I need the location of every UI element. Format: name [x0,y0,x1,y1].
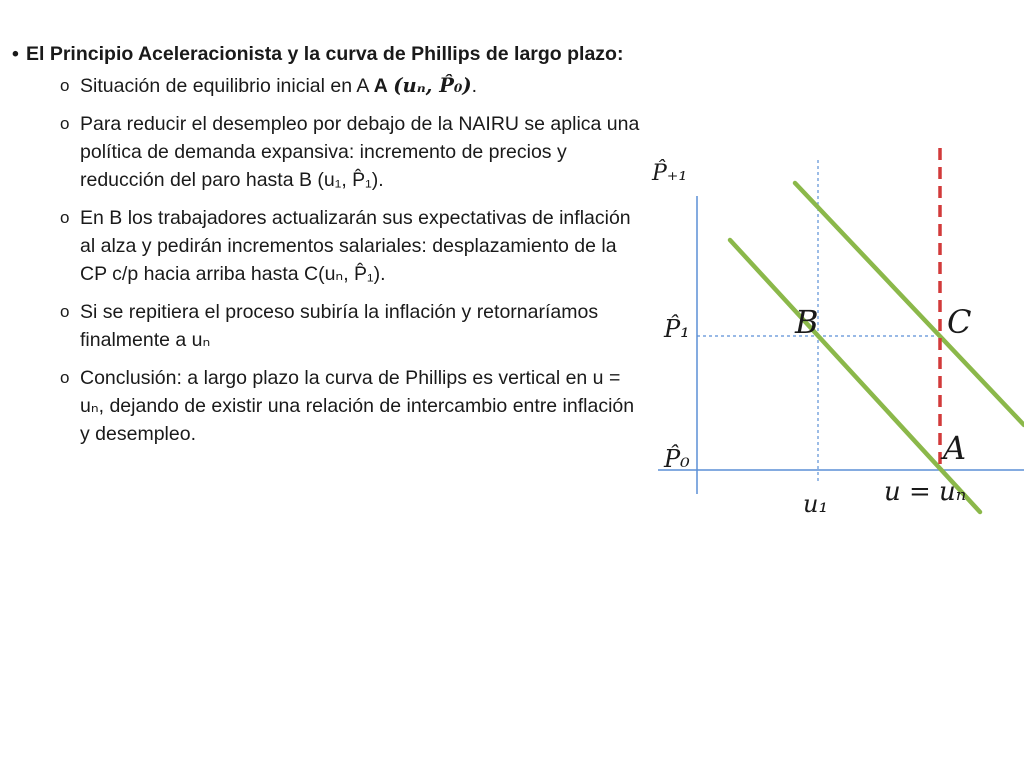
bullet-mark: o [60,208,70,227]
point-a-label: A [373,75,388,97]
bullet-body: Si se repitiera el proceso subiría la inflación y retornaríamos finalmente a uₙ [80,301,599,351]
bullet-mark: o [60,368,70,387]
bullet-mark: o [60,302,70,321]
short-run-curve-initial [730,240,980,512]
bullet-body: Para reducir el desempleo por debajo de la NAIRU se aplica una política de demanda expansiva: incremento de precios y reducción del paro hasta B (u₁, P̂₁). [80,113,640,191]
title-bullet: • [12,43,19,65]
y-axis-label: P̂₊₁ [652,161,688,186]
point-a-coords: (uₙ, P̂₀) [393,74,472,97]
bullet-mark: o [60,76,70,95]
x-tick-u1: u₁ [803,490,829,518]
phillips-curves [730,148,1024,512]
short-run-curve-shifted [795,183,1024,425]
point-label-b: B [795,303,819,341]
y-tick-p0: P̂₀ [664,445,690,473]
bullet-body: Conclusión: a largo plazo la curva de Phillips es vertical en u = uₙ, dejando de existir una relación de intercambio entre inflación y desempleo. [80,367,635,445]
slide-title-text: El Principio Aceleracionista y la curva de Phillips de largo plazo: [26,43,624,65]
point-label-c: C [947,303,972,341]
diagram-labels [651,160,971,518]
x-tick-un: u = uₙ [884,477,967,507]
bullet-body: En B los trabajadores actualizarán sus expectativas de inflación al alza y pedirán incrementos salariales: desplazamiento de la CP c/p hacia arriba hasta C(uₙ, P̂₁). [80,207,631,285]
y-tick-p1: P̂₁ [664,315,690,343]
point-label-a: A [943,429,967,467]
bullet-mark: o [60,114,70,133]
bullet-text: Situación de equilibrio inicial en A [80,75,374,97]
bullet-body: Situación de equilibrio inicial en A A (uₙ, P̂₀). [80,74,478,97]
